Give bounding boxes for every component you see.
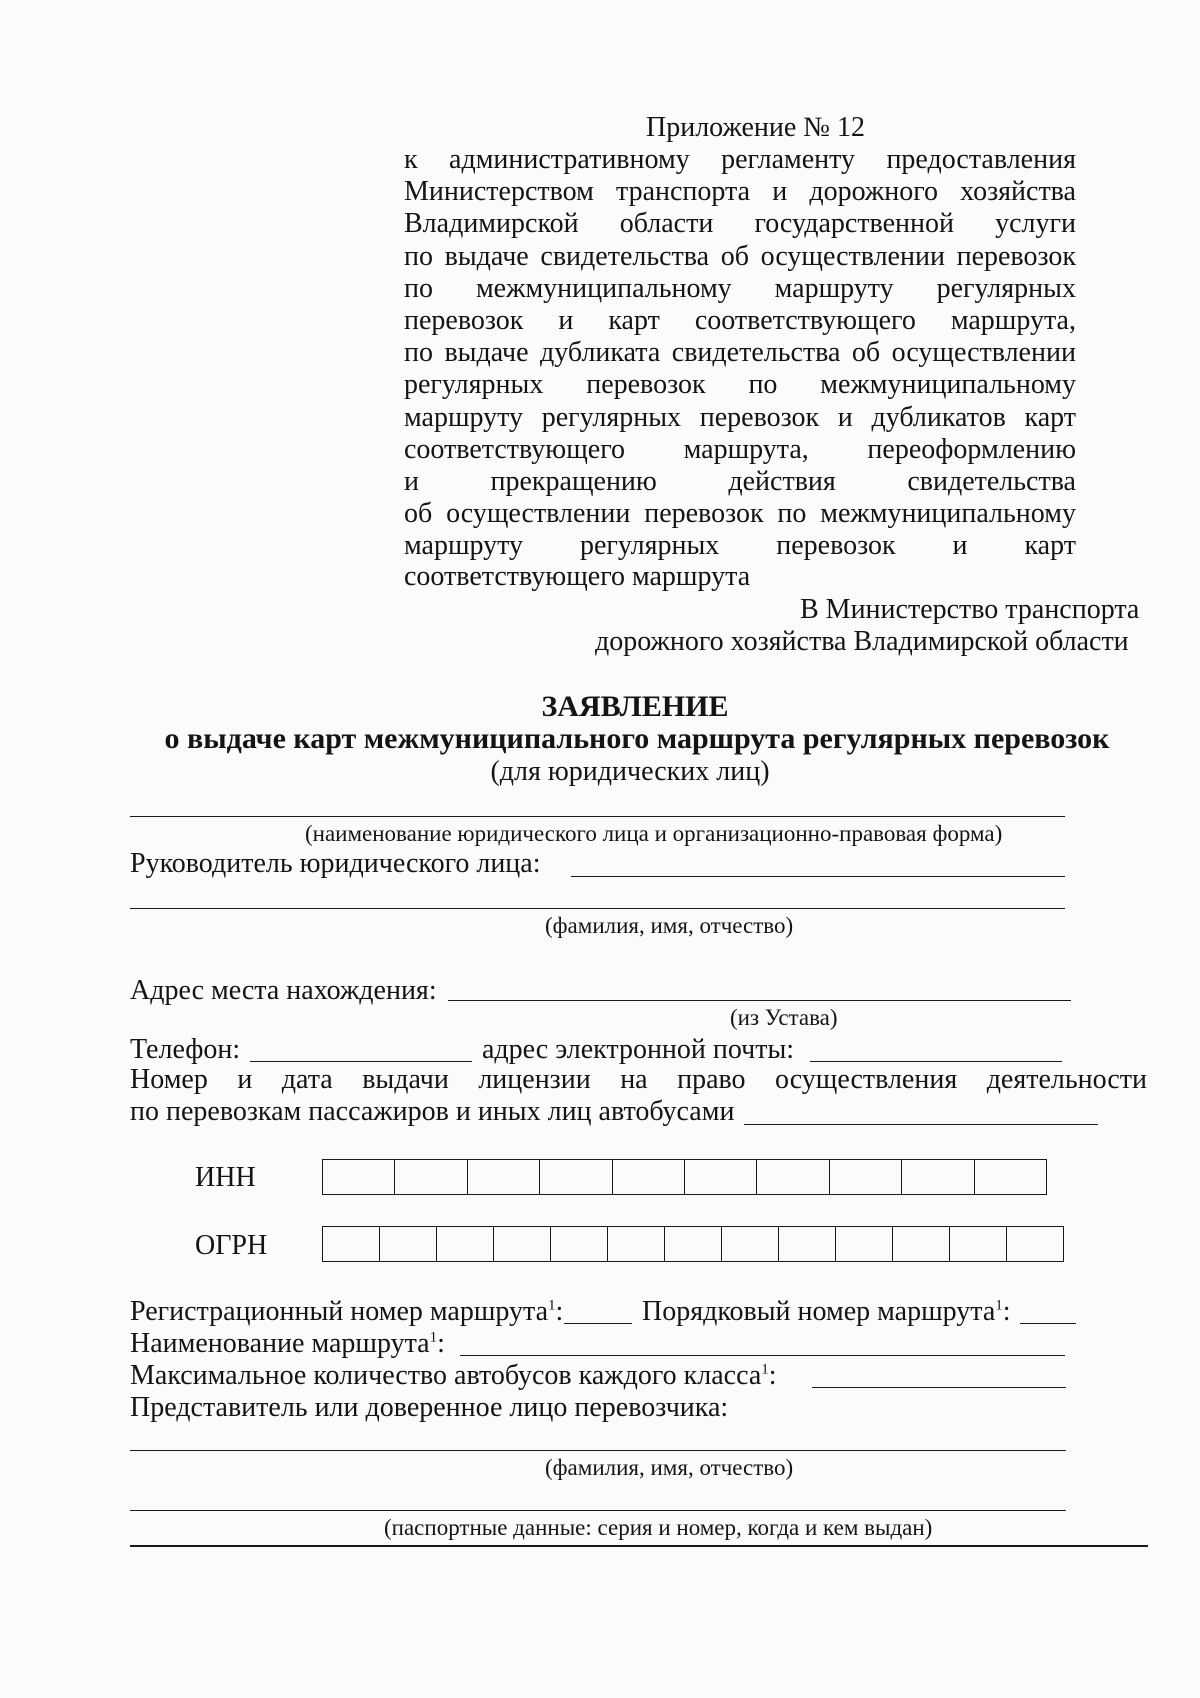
license-word: дата (281, 1064, 333, 1095)
appendix-word: по (748, 369, 778, 401)
ogrn-digit-box[interactable] (380, 1227, 437, 1261)
appendix-word: административному (449, 144, 690, 175)
appendix-word: межмуниципальному (820, 369, 1076, 401)
appendix-word: по (404, 337, 433, 369)
footnote-mark: 1 (995, 1297, 1003, 1314)
reg-number-field[interactable] (564, 1323, 632, 1324)
license-word: осуществления (775, 1064, 958, 1095)
appendix-word: об (851, 337, 881, 369)
footnote-mark: 1 (429, 1329, 438, 1346)
appendix-word: и (952, 530, 968, 562)
appendix-word: дорожного (809, 176, 938, 208)
license-word: право (677, 1064, 746, 1095)
passport-caption: (паспортные данные: серия и номер, когда и кем выдан) (384, 1515, 933, 1540)
address-caption: (из Устава) (730, 1005, 838, 1030)
appendix-word: об (720, 240, 749, 272)
appendix-word: регулярных (404, 369, 544, 401)
appendix-word: об (404, 498, 433, 530)
inn-digit-box[interactable] (613, 1160, 685, 1194)
ogrn-digit-box[interactable] (608, 1227, 665, 1261)
inn-digit-box[interactable] (323, 1160, 395, 1194)
appendix-word: карт (1024, 401, 1076, 433)
head-field[interactable] (571, 876, 1065, 877)
appendix-line (404, 273, 1076, 305)
appendix-word: государственной (754, 208, 954, 240)
addressee-line-1: В Министерство транспорта (800, 594, 1140, 625)
inn-label: ИНН (195, 1162, 256, 1193)
appendix-word: переоформлению (867, 433, 1076, 465)
appendix-word: по (404, 240, 433, 272)
appendix-word: осуществлении (446, 498, 631, 530)
appendix-word: регулярных (936, 272, 1076, 304)
ogrn-digit-box[interactable] (437, 1227, 494, 1261)
email-field[interactable] (810, 1061, 1062, 1062)
license-word: деятельности (986, 1064, 1147, 1095)
representative-fio-field[interactable] (130, 1450, 1066, 1451)
ogrn-digit-box[interactable] (779, 1227, 836, 1261)
appendix-word: регламенту (721, 144, 856, 175)
appendix-word: осуществлении (760, 240, 945, 272)
appendix-word: перевозок (699, 401, 820, 433)
appendix-line (404, 176, 1076, 208)
appendix-word: дубликата (540, 337, 661, 369)
route-name-label: Наименование маршрута$^1$: (130, 1328, 445, 1359)
appendix-word: маршрута, (683, 433, 809, 465)
appendix-word: регулярных (579, 530, 720, 562)
appendix-word: предоставления (886, 144, 1076, 175)
inn-digit-box[interactable] (540, 1160, 612, 1194)
appendix-word: перевозок (586, 369, 706, 401)
phone-field[interactable] (250, 1061, 472, 1062)
appendix-word: хозяйства (960, 176, 1076, 208)
appendix-word: соответствующего (404, 433, 625, 465)
document-title: ЗАЯВЛЕНИЕ (541, 690, 729, 723)
seq-number-field[interactable] (1020, 1323, 1076, 1324)
license-field[interactable] (744, 1124, 1098, 1125)
reg-number-label: Регистрационный номер маршрута$^1$: (130, 1296, 564, 1327)
appendix-word: свидетельства (907, 466, 1076, 497)
appendix-line (404, 402, 1076, 434)
appendix-line (404, 241, 1076, 273)
ogrn-digit-box[interactable] (494, 1227, 551, 1261)
appendix-word: по (404, 272, 433, 304)
ogrn-digit-box[interactable] (551, 1227, 608, 1261)
appendix-word: карт (608, 305, 660, 336)
footnote-mark: 1 (761, 1361, 769, 1378)
max-buses-label: Максимальное количество автобусов каждого класса$^1$: (130, 1360, 777, 1391)
inn-digit-box[interactable] (395, 1160, 467, 1194)
appendix-line (404, 369, 1076, 401)
appendix-word: Владимирской (404, 208, 579, 240)
appendix-word: перевозок (404, 305, 524, 336)
ogrn-digit-box[interactable] (665, 1227, 722, 1261)
ogrn-digit-box[interactable] (950, 1227, 1007, 1261)
license-label-line-1 (130, 1064, 1147, 1096)
appendix-word: перевозок (956, 240, 1076, 272)
ogrn-digit-box[interactable] (722, 1227, 779, 1261)
appendix-number: Приложение № 12 (646, 112, 865, 143)
appendix-word: маршруту (404, 530, 524, 562)
representative-fio-caption: (фамилия, имя, отчество) (545, 1455, 794, 1480)
route-name-field[interactable] (460, 1355, 1065, 1356)
appendix-word: по (777, 498, 807, 530)
ogrn-digit-boxes[interactable] (322, 1226, 1064, 1262)
appendix-word: регулярных (541, 401, 682, 433)
bottom-rule (130, 1545, 1148, 1547)
representative-label: Представитель или доверенное лицо перевозчика: (130, 1392, 729, 1423)
appendix-line (404, 498, 1076, 530)
appendix-word: дубликатов (871, 401, 1006, 433)
appendix-last-line: соответствующего маршрута (404, 561, 751, 592)
ogrn-digit-box[interactable] (836, 1227, 893, 1261)
passport-field[interactable] (130, 1510, 1066, 1511)
appendix-word: карт (1024, 530, 1076, 562)
license-word: выдачи (362, 1064, 449, 1095)
ogrn-digit-box[interactable] (893, 1227, 950, 1261)
appendix-line (404, 434, 1076, 466)
head-field-continuation[interactable] (130, 908, 1065, 909)
license-word: Номер (130, 1064, 208, 1095)
phone-label: Телефон: (130, 1034, 241, 1065)
appendix-word: и (837, 401, 853, 433)
email-label: адрес электронной почты: (482, 1034, 795, 1065)
appendix-line (404, 144, 1076, 176)
appendix-line (404, 466, 1076, 498)
appendix-word: транспорта (615, 176, 751, 208)
org-name-field[interactable] (130, 816, 1065, 817)
appendix-line (404, 530, 1076, 562)
appendix-word: свидетельства (671, 337, 841, 369)
appendix-word: соответствующего (694, 305, 916, 336)
document-audience: (для юридических лиц) (490, 756, 770, 787)
inn-digit-box[interactable] (757, 1160, 829, 1194)
license-word: и (237, 1064, 253, 1095)
appendix-word: и (772, 176, 788, 208)
inn-digit-boxes[interactable] (322, 1159, 1047, 1195)
ogrn-label: ОГРН (195, 1230, 268, 1261)
appendix-word: перевозок (644, 498, 764, 530)
ogrn-digit-box[interactable] (1007, 1227, 1063, 1261)
address-label: Адрес места нахождения: (130, 975, 437, 1006)
appendix-word: маршруту (404, 401, 524, 433)
org-name-caption: (наименование юридического лица и организационно-правовая форма) (305, 821, 1003, 846)
document-subtitle: о выдаче карт межмуниципального маршрута регулярных перевозок (164, 722, 1110, 755)
head-fio-caption: (фамилия, имя, отчество) (545, 913, 794, 938)
appendix-word: межмуниципальному (820, 498, 1076, 530)
appendix-word: прекращению (490, 466, 657, 497)
head-label: Руководитель юридического лица: (130, 848, 541, 879)
license-word: на (620, 1064, 648, 1095)
appendix-word: и (558, 305, 574, 336)
appendix-word: услуги (995, 208, 1076, 240)
seq-number-label: Порядковый номер маршрута$^1$: (642, 1296, 1011, 1327)
inn-digit-box[interactable] (830, 1160, 902, 1194)
address-field[interactable] (448, 1000, 1071, 1001)
addressee-line-2: дорожного хозяйства Владимирской области (595, 626, 1129, 657)
appendix-word: свидетельства (540, 240, 710, 272)
inn-digit-box[interactable] (685, 1160, 757, 1194)
inn-digit-box[interactable] (468, 1160, 540, 1194)
license-label-line-2: по перевозкам пассажиров и иных лиц автобусами (130, 1096, 735, 1127)
license-word: лицензии (478, 1064, 591, 1095)
max-buses-field[interactable] (812, 1387, 1066, 1388)
inn-digit-box[interactable] (975, 1160, 1046, 1194)
appendix-word: и (404, 466, 419, 497)
appendix-word: маршруту (774, 272, 894, 304)
appendix-word: осуществлении (891, 337, 1076, 369)
appendix-word: выдаче (444, 240, 529, 272)
appendix-word: межмуниципальному (475, 272, 732, 304)
appendix-line (404, 305, 1076, 337)
appendix-line (404, 337, 1076, 369)
footnote-mark: 1 (548, 1297, 556, 1314)
inn-digit-box[interactable] (902, 1160, 974, 1194)
appendix-word: перевозок (776, 530, 896, 562)
appendix-word: выдаче (444, 337, 529, 369)
ogrn-digit-box[interactable] (323, 1227, 380, 1261)
appendix-word: действия (728, 466, 836, 497)
appendix-word: области (619, 208, 714, 240)
appendix-line (404, 208, 1076, 240)
appendix-word: маршрута, (950, 305, 1076, 336)
appendix-word: к (404, 144, 418, 175)
appendix-word: Министерством (404, 176, 594, 208)
